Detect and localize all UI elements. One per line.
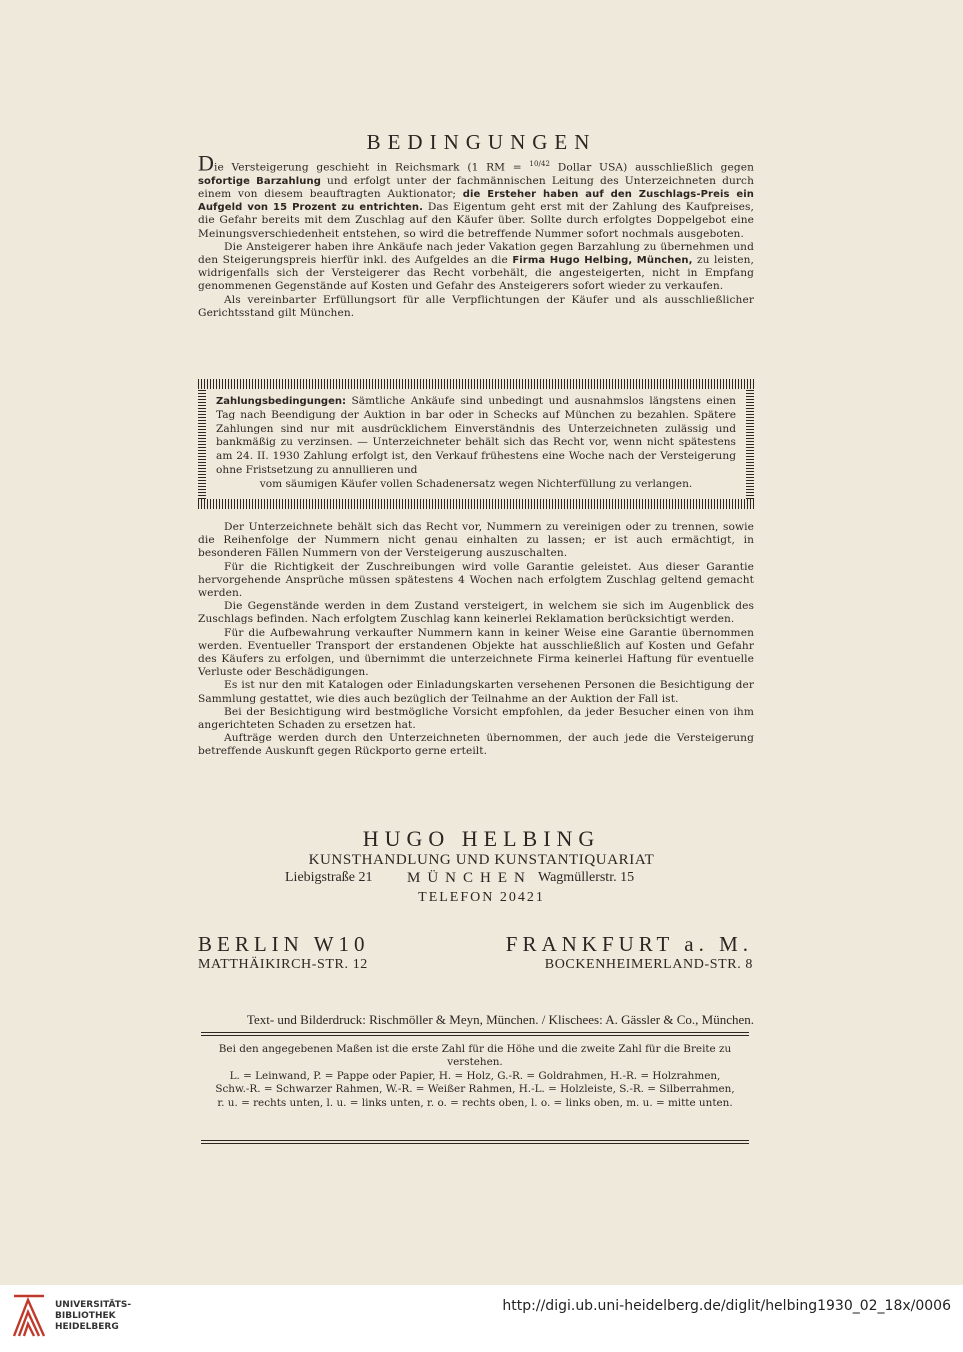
term-paragraph: Der Unterzeichnete behält sich das Recht vor, Nummern zu vereinigen oder zu trennen, sowie die Reihenfolge der Nummern nicht genau einhalten zu lassen; er ist auch ermächtigt, in besonderen Fällen Nummern von der Versteigerung auszuschalten. <box>198 521 754 560</box>
library-line: HEIDELBERG <box>55 1322 119 1332</box>
text-span: Dollar USA) ausschließlich gegen <box>550 161 754 174</box>
payment-heading: Zahlungsbedingungen: <box>216 396 346 407</box>
city-name: MÜNCHEN <box>407 870 532 886</box>
dropcap: D <box>198 150 214 176</box>
berlin-city: BERLIN W10 <box>198 932 370 956</box>
term-paragraph: Aufträge werden durch den Unterzeichneten übernommen, der auch jede die Versteigerung betreffende Auskunft gegen Rückporto gerne erteilt. <box>198 732 754 758</box>
fraction: 10/42 <box>529 160 551 168</box>
library-name[interactable] <box>55 1300 131 1333</box>
frankfurt-city: FRANKFURT a. M. <box>505 932 753 956</box>
paragraph-pickup <box>198 241 754 294</box>
hatch-border-bottom <box>198 499 754 509</box>
text-span: ie Versteigerung geschieht in Reichsmark (1 RM = <box>214 161 530 174</box>
berlin-street: MATTHÄIKIRCH-STR. 12 <box>198 957 368 972</box>
term-paragraph: Bei der Besichtigung wird bestmögliche Vorsicht empfohlen, da jeder Besucher einen von ihm angerichteten Schaden zu ersetzen hat. <box>198 705 754 732</box>
hatch-border-top <box>198 379 754 389</box>
term-paragraph: Für die Richtigkeit der Zuschreibungen wird volle Garantie geleistet. Aus dieser Garantie hervorgehende Ansprüche müssen spätestens 4 Wochen nach erfolgtem Zuschlag geltend gemacht werden. <box>198 560 754 600</box>
payment-terms-box <box>198 379 754 509</box>
printer-credit: Text- und Bilderdruck: Rischmöller & Meyn, München. / Klischees: A. Gässler & Co., München. <box>246 1012 754 1027</box>
hatch-border-left <box>198 389 206 499</box>
payment-terms-text <box>216 395 736 492</box>
firm-subtitle: KUNSTHANDLUNG UND KUNSTANTIQUARIAT <box>308 852 655 868</box>
abbreviation-legend <box>201 1032 749 1144</box>
term-paragraph: Für die Aufbewahrung verkaufter Nummern kann in keiner Weise eine Garantie übernommen werden. Eventueller Transport der erstandenen Objekte hat ausschließlich auf Kosten und Gefahr des Käufers zu erfolgen, und übernimmt die unterzeichnete Firma keinerlei Haftung für eventuelle Verluste oder Beschädigungen. <box>198 626 754 679</box>
street-right: Wagmüllerstr. 15 <box>538 870 635 885</box>
text-span: Das Eigentum geht erst mit der Zahlung des Kaufpreises, die Gefahr bereits mit dem Zuschlag auf den Käufer über. Sollte durch erfolgtes Doppelgebot eine Meinungsverschiedenheit entstehen, so wird die betreffende Nummer sofort nochmals ausgeboten. <box>198 201 754 240</box>
library-line: BIBLIOTHEK <box>55 1311 116 1321</box>
paragraph-currency <box>198 150 755 241</box>
legend-line: L. = Leinwand, P. = Pappe oder Papier, H. = Holz, G.-R. = Goldrahmen, H.-R. = Holzrahmen, Schw.-R. = Schwarzer Rahmen, W.-R. = Weißer Rahmen, H.-L. = Holzleiste, S.-R. = Silberrahmen, r. u. = rechts unten, l. u. = links unten, r. o. = rechts oben, l. o. = links oben, m. u. = mitte unten. <box>215 1069 735 1109</box>
library-logo-icon[interactable] <box>10 1290 48 1340</box>
frankfurt-street: BOCKENHEIMERLAND-STR. 8 <box>544 957 753 972</box>
viewer-footer <box>0 1285 963 1352</box>
street-left: Liebigstraße 21 <box>285 870 373 885</box>
payment-last-line: vom säumigen Käufer vollen Schadenersatz wegen Nichterfüllung zu verlangen. <box>259 477 693 490</box>
legend-line: Bei den angegebenen Maßen ist die erste Zahl für die Höhe und die zweite Zahl für die Breite zu verstehen. <box>218 1043 732 1069</box>
text-span: zu leisten, widrigenfalls sich der Versteigerer das Recht vorbehält, die angesteigerten, nicht in Empfang genommenen Gegenstände auf Kosten und Gefahr des Ansteigerers sofort wieder zu verkaufen. <box>198 253 754 293</box>
text-span: Die Ansteigerer haben ihre Ankäufe nach jeder Vakation gegen Barzahlung zu übernehmen und den Steigerungspreis hierfür inkl. des Aufgeldes an die <box>198 240 754 266</box>
terms-list <box>198 521 754 759</box>
term-paragraph: Die Gegenstände werden in dem Zustand versteigert, in welchem sie sich im Augenblick des Zuschlags befinden. Nach erfolgtem Zuschlag kann keinerlei Reklamation berücksichtigt werden. <box>198 600 754 626</box>
bold-text: sofortige Barzahlung <box>198 175 321 187</box>
source-url[interactable]: http://digi.ub.uni-heidelberg.de/diglit/helbing1930_02_18x/0006 <box>502 1298 951 1314</box>
text-span: und erfolgt unter der fachmännischen Leitung des Unterzeichneten durch einem von diesem beauftragten Auktionator; <box>198 174 755 200</box>
text-span: Sämtliche Ankäufe sind unbedingt und ausnahmslos längstens einen Tag nach Beendigung der Auktion in bar oder in Schecks auf München zu bezahlen. Spätere Zahlungen sind nur mit ausdrücklichem Einverständnis des Unterzeichneten zulässig und bankmäßig zu verzinsen. — Unterzeichneter behält sich das Recht vor, wenn nicht spätestens am 24. II. 1930 Zahlung erfolgt ist, den Verkauf frühestens eine Woche nach der Versteigerung ohne Fristsetzung zu annullieren und <box>216 395 736 476</box>
bold-text: Firma Hugo Helbing, München, <box>512 254 693 266</box>
firm-name: HUGO HELBING <box>362 826 601 851</box>
page-title: BEDINGUNGEN <box>366 130 597 154</box>
paragraph-jurisdiction: Als vereinbarter Erfüllungsort für alle Verpflichtungen der Käufer und als ausschließlicher Gerichtsstand gilt München. <box>198 293 754 319</box>
hatch-border-right <box>746 389 754 499</box>
intro-text <box>198 150 755 320</box>
bold-text: die Ersteher haben auf den Zuschlags-Preis ein Aufgeld von 15 Prozent zu entrichten. <box>198 188 754 214</box>
library-line: UNIVERSITÄTS- <box>55 1300 132 1310</box>
phone-number: TELEFON 20421 <box>418 890 545 905</box>
legend-text <box>211 1043 739 1110</box>
term-paragraph: Es ist nur den mit Katalogen oder Einladungskarten versehenen Personen die Besichtigung der Sammlung gestattet, wie dies auch bezüglich der Teilnahme an der Auktion der Fall ist. <box>198 679 754 705</box>
